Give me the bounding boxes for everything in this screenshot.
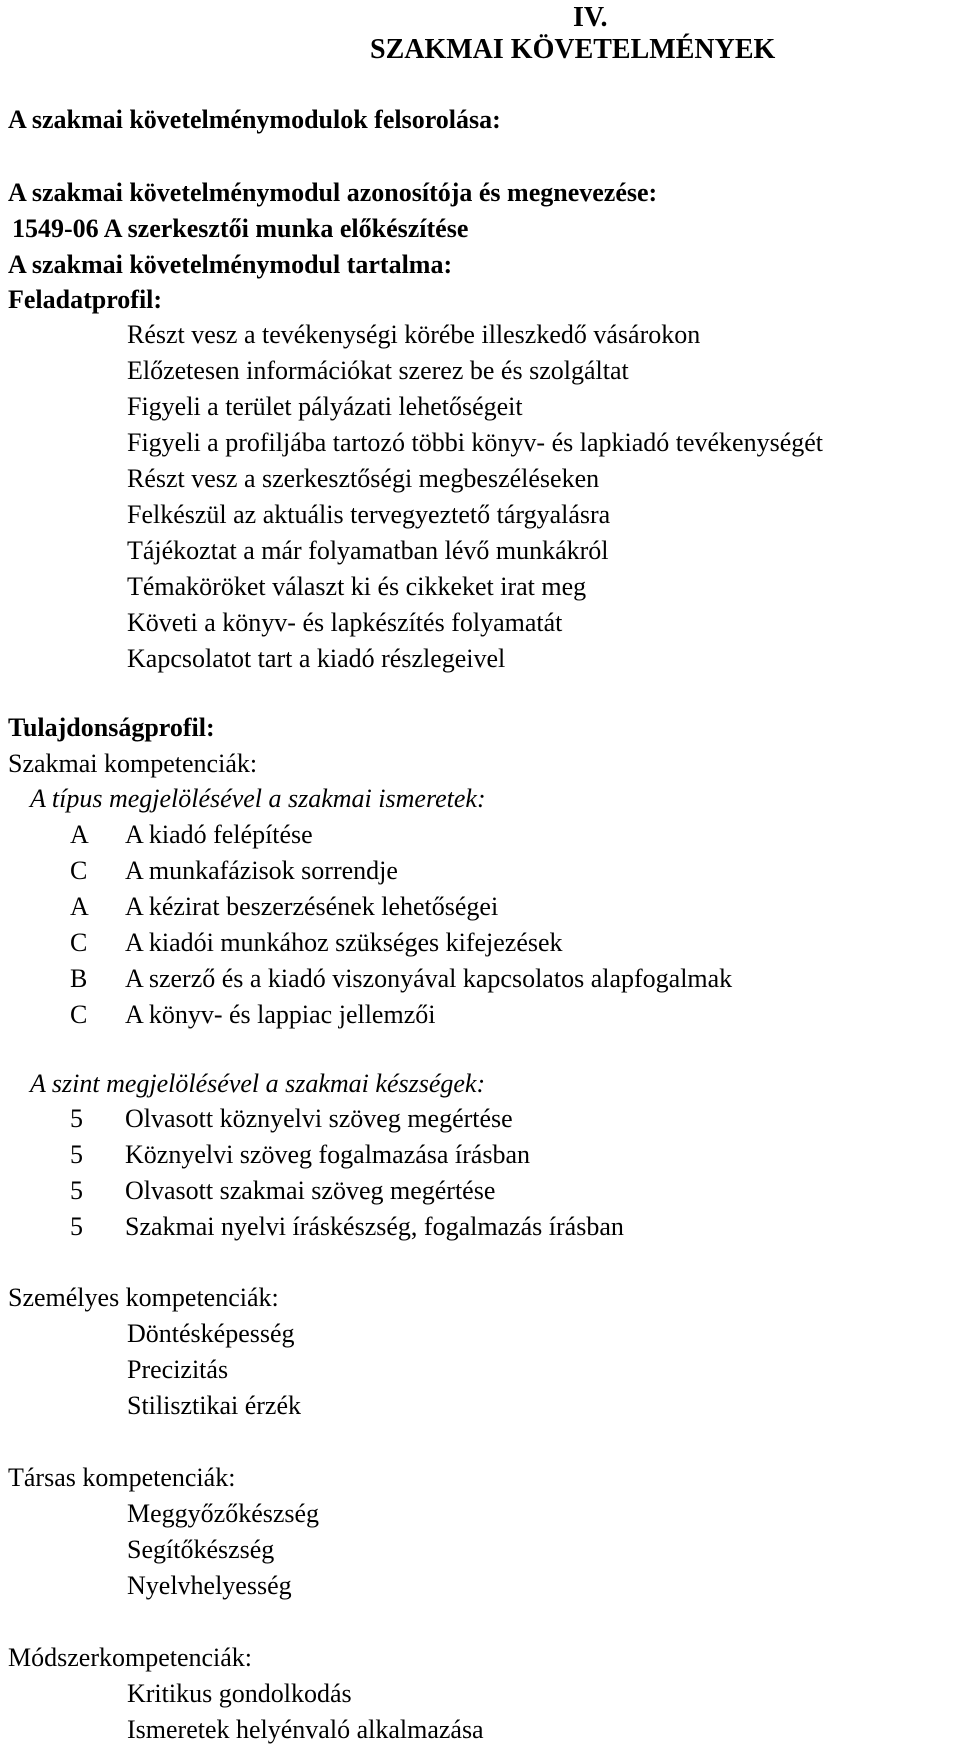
knowledge-row [70, 894, 498, 920]
skill-text: Olvasott köznyelvi szöveg megértése [125, 1104, 513, 1133]
modules-heading: A szakmai követelménymodulok felsorolása: [8, 105, 501, 134]
task-item: Követi a könyv- és lapkészítés folyamatát [127, 608, 563, 637]
knowledge-row [70, 1002, 435, 1028]
social-competencies-heading: Társas kompetenciák: [8, 1463, 236, 1492]
skill-code: 5 [70, 1140, 83, 1169]
knowledge-code: B [70, 964, 88, 993]
method-item: Ismeretek helyénvaló alkalmazása [127, 1715, 484, 1744]
personal-item: Precizitás [127, 1355, 229, 1384]
knowledge-code: A [70, 892, 89, 921]
social-item: Segítőkészség [127, 1535, 275, 1564]
skill-text: Szakmai nyelvi íráskészség, fogalmazás írásban [125, 1212, 624, 1241]
knowledge-text: A könyv- és lappiac jellemzői [125, 1000, 436, 1029]
personal-item: Döntésképesség [127, 1319, 295, 1348]
module-content-heading: A szakmai követelménymodul tartalma: [8, 250, 453, 279]
task-item: Részt vesz a szerkesztőségi megbeszéléseken [127, 464, 600, 493]
knowledge-text: A munkafázisok sorrendje [125, 856, 398, 885]
property-profile-heading: Tulajdonságprofil: [8, 713, 215, 742]
task-item: Témaköröket választ ki és cikkeket irat meg [127, 572, 587, 601]
personal-competencies-heading: Személyes kompetenciák: [8, 1283, 279, 1312]
task-item: Felkészül az aktuális tervegyeztető tárgyalásra [127, 500, 611, 529]
skill-row [70, 1214, 624, 1240]
skill-row [70, 1142, 530, 1168]
knowledge-row [70, 822, 313, 848]
task-item: Figyeli a terület pályázati lehetőségeit [127, 392, 523, 421]
task-profile-heading: Feladatprofil: [8, 285, 163, 314]
chapter-number: IV. [573, 2, 608, 33]
knowledge-row [70, 930, 563, 956]
skill-row [70, 1178, 495, 1204]
social-item: Nyelvhelyesség [127, 1571, 292, 1600]
method-item: Kritikus gondolkodás [127, 1679, 352, 1708]
skill-text: Olvasott szakmai szöveg megértése [125, 1176, 496, 1205]
skill-code: 5 [70, 1104, 83, 1133]
personal-item: Stilisztikai érzék [127, 1391, 302, 1420]
task-item: Figyeli a profiljába tartozó többi könyv- és lapkiadó tevékenységét [127, 428, 824, 457]
knowledge-code: C [70, 1000, 88, 1029]
knowledge-code: C [70, 928, 88, 957]
knowledge-text: A kiadói munkához szükséges kifejezések [125, 928, 563, 957]
module-id: 1549-06 A szerkesztői munka előkészítése [12, 214, 469, 243]
chapter-title: SZAKMAI KÖVETELMÉNYEK [370, 34, 776, 65]
skill-text: Köznyelvi szöveg fogalmazása írásban [125, 1140, 531, 1169]
task-item: Tájékoztat a már folyamatban lévő munkákról [127, 536, 609, 565]
skill-row [70, 1106, 513, 1132]
skill-code: 5 [70, 1212, 83, 1241]
professional-competencies-heading: Szakmai kompetenciák: [8, 749, 258, 778]
skill-code: 5 [70, 1176, 83, 1205]
task-item: Kapcsolatot tart a kiadó részlegeivel [127, 644, 506, 673]
module-id-heading: A szakmai követelménymodul azonosítója és megnevezése: [8, 178, 658, 207]
knowledge-code: A [70, 820, 89, 849]
task-item: Előzetesen információkat szerez be és szolgáltat [127, 356, 629, 385]
skills-heading: A szint megjelölésével a szakmai készségek: [30, 1069, 486, 1098]
knowledge-heading: A típus megjelölésével a szakmai ismeretek: [30, 784, 486, 813]
knowledge-row [70, 858, 398, 884]
task-item: Részt vesz a tevékenységi körébe illeszkedő vásárokon [127, 320, 701, 349]
knowledge-text: A kézirat beszerzésének lehetőségei [125, 892, 499, 921]
knowledge-text: A szerző és a kiadó viszonyával kapcsolatos alapfogalmak [125, 964, 733, 993]
knowledge-row [70, 966, 732, 992]
knowledge-code: C [70, 856, 88, 885]
social-item: Meggyőzőkészség [127, 1499, 320, 1528]
method-competencies-heading: Módszerkompetenciák: [8, 1643, 253, 1672]
knowledge-text: A kiadó felépítése [125, 820, 313, 849]
